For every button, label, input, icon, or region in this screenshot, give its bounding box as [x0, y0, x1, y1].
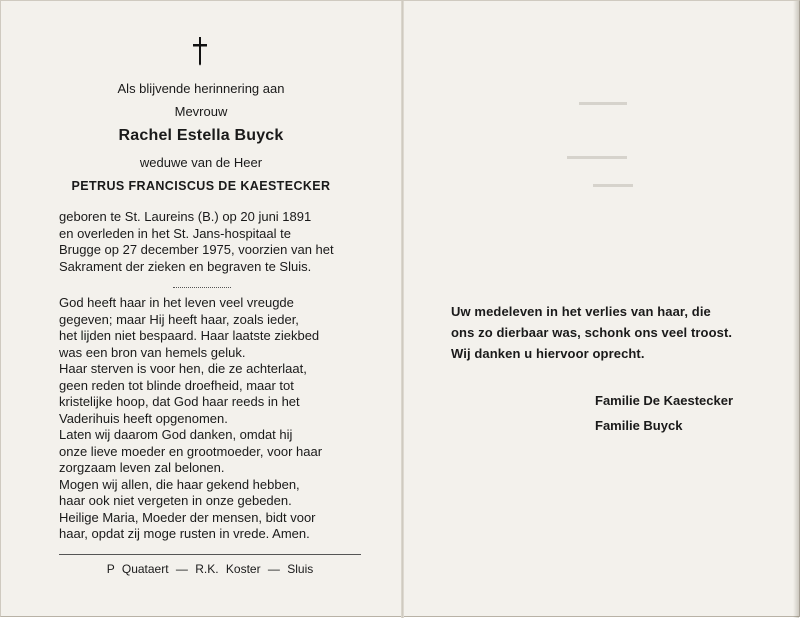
- prayer-line: kristelijke hoop, dat God haar reeds in het: [59, 394, 300, 409]
- show-through-mark: [567, 156, 627, 159]
- show-through-mark: [579, 102, 627, 105]
- prayer-line: Haar sterven is voor hen, die ze achterlaat,: [59, 361, 307, 376]
- bio-line: Brugge op 27 december 1975, voorzien van het: [59, 242, 334, 257]
- prayer-line: zorgzaam leven zal belonen.: [59, 460, 225, 475]
- message-line: ons zo dierbaar was, schonk ons veel troost.: [451, 325, 733, 340]
- message-line: Wij danken u hiervoor oprecht.: [451, 346, 645, 361]
- intro-text: Als blijvende herinnering aan: [117, 81, 285, 96]
- husband-name: PETRUS FRANCISCUS DE KAESTECKER: [71, 179, 331, 193]
- prayer-line: was een bron van hemels geluk.: [59, 344, 246, 360]
- prayer-line: Heilige Maria, Moeder der mensen, bidt voor: [59, 509, 316, 525]
- prayer-line: Mogen wij allen, die haar gekend hebben,: [59, 476, 300, 492]
- bottom-rule: [59, 554, 361, 555]
- cross-icon: [192, 37, 208, 67]
- printer-credit: P Quataert — R.K. Koster — Sluis: [106, 562, 314, 576]
- prayer-line: Vaderihuis heeft opgenomen.: [59, 410, 228, 426]
- separator: [173, 287, 231, 290]
- prayer-line: geen reden tot blinde droefheid, maar tot: [59, 377, 294, 393]
- prayer-line: gegeven; maar Hij heeft haar, zoals ieder,: [59, 311, 299, 327]
- prayer-line: onze lieve moeder en grootmoeder, voor haar: [59, 443, 323, 459]
- prayer-line: God heeft haar in het leven veel vreugde: [59, 295, 294, 310]
- bio-line: Sakrament der zieken en begraven te Sluis.: [59, 258, 312, 274]
- card-edge-shadow: [793, 1, 799, 618]
- prayer-line: Laten wij daarom God danken, omdat hij: [59, 427, 293, 442]
- prayer-line: haar ook niet vergeten in onze gebeden.: [59, 493, 292, 508]
- prayer-line: haar, opdat zij moge rusten in vrede. Amen.: [59, 526, 310, 541]
- deceased-name: Rachel Estella Buyck: [118, 127, 284, 144]
- signature-family-buyck: Familie Buyck: [595, 418, 683, 433]
- prayer-line: het lijden niet bespaard. Haar laatste ziekbed: [59, 328, 320, 343]
- prayer-text: [59, 295, 359, 543]
- card-fold: [401, 1, 404, 618]
- bio-line: geboren te St. Laureins (B.) op 20 juni 1891: [59, 209, 312, 224]
- relation-text: weduwe van de Heer: [139, 155, 263, 170]
- show-through-mark: [593, 184, 633, 187]
- bio-line: en overleden in het St. Jans-hospitaal te: [59, 225, 291, 241]
- signature-family-de-kaestecker: Familie De Kaestecker: [595, 393, 734, 408]
- biography: [59, 209, 359, 275]
- honorific: Mevrouw: [174, 104, 228, 119]
- thank-you-message: [451, 301, 773, 364]
- message-line: Uw medeleven in het verlies van haar, die: [451, 304, 711, 319]
